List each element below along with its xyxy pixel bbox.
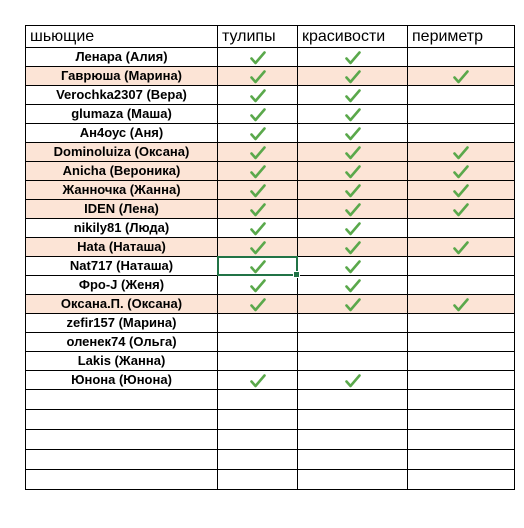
checkmark-icon xyxy=(250,241,266,255)
check-cell[interactable] xyxy=(298,333,408,352)
check-cell[interactable] xyxy=(298,295,408,314)
name-cell[interactable]: Nat717 (Наташа) xyxy=(26,257,218,276)
checkmark-icon xyxy=(345,298,361,312)
check-cell[interactable] xyxy=(408,162,515,181)
table-row xyxy=(26,333,515,352)
empty-row xyxy=(26,390,515,410)
check-cell[interactable] xyxy=(408,105,515,124)
check-cell[interactable] xyxy=(218,105,298,124)
table-row xyxy=(26,86,515,105)
name-cell[interactable]: Ленара (Алия) xyxy=(26,48,218,67)
checkmark-icon xyxy=(250,70,266,84)
checkmark-icon xyxy=(345,374,361,388)
checkmark-icon xyxy=(453,203,469,217)
header-cell-seamstresses[interactable]: шьющие xyxy=(26,26,218,48)
check-cell[interactable] xyxy=(408,295,515,314)
check-cell[interactable] xyxy=(408,67,515,86)
empty-cell[interactable] xyxy=(218,430,298,450)
empty-row xyxy=(26,470,515,490)
empty-cell[interactable] xyxy=(26,390,218,410)
check-cell[interactable] xyxy=(298,352,408,371)
checkmark-icon xyxy=(250,374,266,388)
spreadsheet-body xyxy=(26,26,515,490)
check-cell[interactable] xyxy=(218,48,298,67)
empty-cell[interactable] xyxy=(218,390,298,410)
empty-cell[interactable] xyxy=(408,470,515,490)
name-cell[interactable]: IDEN (Лена) xyxy=(26,200,218,219)
checkmark-icon xyxy=(250,222,266,236)
table-row xyxy=(26,181,515,200)
check-cell[interactable] xyxy=(408,238,515,257)
empty-cell[interactable] xyxy=(408,430,515,450)
table-row xyxy=(26,257,515,276)
name-cell[interactable]: glumaza (Маша) xyxy=(26,105,218,124)
empty-row xyxy=(26,410,515,430)
checkmark-icon xyxy=(453,70,469,84)
check-cell[interactable] xyxy=(218,238,298,257)
name-cell[interactable]: Anicha (Вероника) xyxy=(26,162,218,181)
empty-cell[interactable] xyxy=(408,390,515,410)
check-cell[interactable] xyxy=(298,371,408,390)
name-cell[interactable]: Verochka2307 (Вера) xyxy=(26,86,218,105)
check-cell[interactable] xyxy=(218,67,298,86)
check-cell[interactable] xyxy=(218,333,298,352)
checkmark-icon xyxy=(250,127,266,141)
check-cell[interactable] xyxy=(408,314,515,333)
name-cell[interactable]: оленек74 (Ольга) xyxy=(26,333,218,352)
checkmark-icon xyxy=(453,184,469,198)
header-cell-perimeter[interactable]: периметр xyxy=(408,26,515,48)
check-cell[interactable] xyxy=(408,86,515,105)
empty-cell[interactable] xyxy=(298,470,408,490)
checkmark-icon xyxy=(345,203,361,217)
check-cell[interactable] xyxy=(298,162,408,181)
checkmark-icon xyxy=(250,165,266,179)
header-cell-pretties[interactable]: красивости xyxy=(298,26,408,48)
name-cell[interactable]: Hata (Наташа) xyxy=(26,238,218,257)
empty-cell[interactable] xyxy=(408,450,515,470)
checkmark-icon xyxy=(345,222,361,236)
check-cell[interactable] xyxy=(408,124,515,143)
check-cell[interactable] xyxy=(298,105,408,124)
spreadsheet-table xyxy=(25,25,515,490)
checkmark-icon xyxy=(345,108,361,122)
check-cell[interactable] xyxy=(298,48,408,67)
table-row xyxy=(26,276,515,295)
checkmark-icon xyxy=(250,108,266,122)
check-cell[interactable] xyxy=(408,333,515,352)
table-row xyxy=(26,48,515,67)
check-cell[interactable] xyxy=(408,219,515,238)
checkmark-icon xyxy=(250,279,266,293)
check-cell[interactable] xyxy=(298,200,408,219)
checkmark-icon xyxy=(250,146,266,160)
table-row xyxy=(26,67,515,86)
table-row xyxy=(26,200,515,219)
check-cell[interactable] xyxy=(298,314,408,333)
checkmark-icon xyxy=(345,165,361,179)
name-cell[interactable]: Ан4оус (Аня) xyxy=(26,124,218,143)
check-cell[interactable] xyxy=(408,143,515,162)
table-row xyxy=(26,238,515,257)
empty-row xyxy=(26,430,515,450)
check-cell[interactable] xyxy=(218,143,298,162)
checkmark-icon xyxy=(345,146,361,160)
check-cell[interactable] xyxy=(408,181,515,200)
check-cell[interactable] xyxy=(218,181,298,200)
header-row xyxy=(26,26,515,48)
name-cell[interactable]: Оксана.П. (Оксана) xyxy=(26,295,218,314)
table-row xyxy=(26,352,515,371)
checkmark-icon xyxy=(250,184,266,198)
name-cell[interactable]: zefir157 (Марина) xyxy=(26,314,218,333)
table-row xyxy=(26,143,515,162)
check-cell[interactable] xyxy=(298,257,408,276)
check-cell[interactable] xyxy=(298,67,408,86)
table-row xyxy=(26,105,515,124)
empty-cell[interactable] xyxy=(26,430,218,450)
checkmark-icon xyxy=(345,51,361,65)
table-row xyxy=(26,314,515,333)
check-cell[interactable] xyxy=(298,276,408,295)
checkmark-icon xyxy=(250,260,266,274)
checkmark-icon xyxy=(453,241,469,255)
empty-cell[interactable] xyxy=(218,450,298,470)
check-cell[interactable] xyxy=(218,314,298,333)
check-cell[interactable] xyxy=(218,295,298,314)
check-cell[interactable] xyxy=(298,219,408,238)
check-cell[interactable] xyxy=(218,200,298,219)
empty-row xyxy=(26,450,515,470)
name-cell[interactable]: Гаврюша (Марина) xyxy=(26,67,218,86)
empty-cell[interactable] xyxy=(298,390,408,410)
check-cell[interactable] xyxy=(218,352,298,371)
check-cell[interactable] xyxy=(298,181,408,200)
checkmark-icon xyxy=(345,279,361,293)
checkmark-icon xyxy=(345,241,361,255)
check-cell[interactable] xyxy=(408,276,515,295)
checkmark-icon xyxy=(345,260,361,274)
checkmark-icon xyxy=(345,89,361,103)
checkmark-icon xyxy=(345,184,361,198)
table-row xyxy=(26,295,515,314)
empty-cell[interactable] xyxy=(26,470,218,490)
check-cell[interactable] xyxy=(408,352,515,371)
check-cell[interactable] xyxy=(218,371,298,390)
name-cell[interactable]: Dominoluiza (Оксана) xyxy=(26,143,218,162)
checkmark-icon xyxy=(250,89,266,103)
check-cell[interactable] xyxy=(408,257,515,276)
check-cell[interactable] xyxy=(218,162,298,181)
header-cell-tulips[interactable]: тулипы xyxy=(218,26,298,48)
check-cell[interactable] xyxy=(218,276,298,295)
check-cell[interactable] xyxy=(408,200,515,219)
check-cell[interactable] xyxy=(298,143,408,162)
checkmark-icon xyxy=(250,203,266,217)
empty-cell[interactable] xyxy=(26,450,218,470)
empty-cell[interactable] xyxy=(26,410,218,430)
checkmark-icon xyxy=(453,146,469,160)
checkmark-icon xyxy=(345,127,361,141)
empty-cell[interactable] xyxy=(218,410,298,430)
check-cell[interactable] xyxy=(408,48,515,67)
empty-cell[interactable] xyxy=(298,430,408,450)
empty-cell[interactable] xyxy=(298,410,408,430)
table-row xyxy=(26,162,515,181)
name-cell[interactable]: Жанночка (Жанна) xyxy=(26,181,218,200)
name-cell[interactable]: Юнона (Юнона) xyxy=(26,371,218,390)
table-row xyxy=(26,219,515,238)
checkmark-icon xyxy=(453,165,469,179)
empty-cell[interactable] xyxy=(218,470,298,490)
checkmark-icon xyxy=(250,51,266,65)
check-cell[interactable] xyxy=(218,257,298,276)
check-cell[interactable] xyxy=(298,238,408,257)
checkmark-icon xyxy=(453,298,469,312)
empty-cell[interactable] xyxy=(298,450,408,470)
check-cell[interactable] xyxy=(298,86,408,105)
name-cell[interactable]: Фро-J (Женя) xyxy=(26,276,218,295)
checkmark-icon xyxy=(250,298,266,312)
name-cell[interactable]: nikily81 (Люда) xyxy=(26,219,218,238)
check-cell[interactable] xyxy=(218,86,298,105)
table-row xyxy=(26,124,515,143)
check-cell[interactable] xyxy=(218,124,298,143)
name-cell[interactable]: Lakis (Жанна) xyxy=(26,352,218,371)
table-row xyxy=(26,371,515,390)
check-cell[interactable] xyxy=(218,219,298,238)
check-cell[interactable] xyxy=(408,371,515,390)
empty-cell[interactable] xyxy=(408,410,515,430)
check-cell[interactable] xyxy=(298,124,408,143)
checkmark-icon xyxy=(345,70,361,84)
